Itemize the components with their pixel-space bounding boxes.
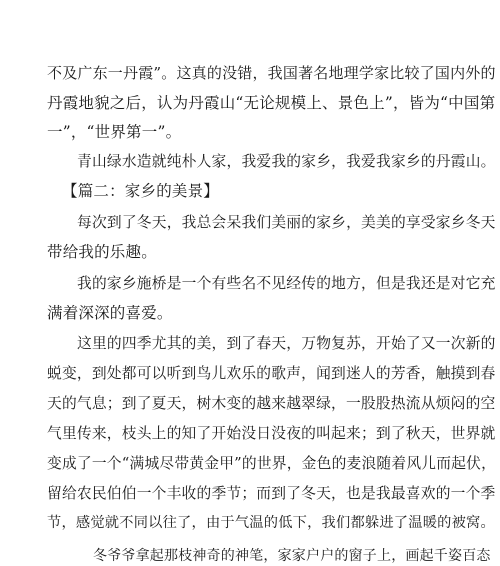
paragraph-line: 满着深深的喜爱。 (47, 304, 173, 322)
paragraph-line: 青山绿水造就纯朴人家，我爱我的家乡，我爱我家乡的丹霞山。 (77, 153, 496, 170)
paragraph-line: 天的气息；到了夏天，树木变的越来越翠绿，一股股热流从烦闷的空 (47, 395, 496, 412)
paragraph-line: 每次到了冬天，我总会呆我们美丽的家乡，美美的享受家乡冬天 (77, 214, 496, 231)
paragraph-line: 我的家乡施桥是一个有些名不见经传的地方，但是我还是对它充 (77, 275, 496, 292)
paragraph-line: 节，感觉就不同以往了，由于气温的低下，我们都躲进了温暖的被窝。 (47, 515, 495, 531)
section-heading: 【篇二：家乡的美景】 (62, 182, 220, 200)
paragraph-line: 冬爷爷拿起那枝神奇的神笔，家家户户的窗子上，画起千姿百态 (93, 548, 491, 564)
paragraph-line: 蜕变，到处都可以听到鸟儿欢乐的歌声，闻到迷人的芳香，触摸到春 (47, 365, 496, 382)
paragraph-line: 带给我的乐趣。 (47, 243, 157, 261)
paragraph-line: 留给农民伯伯一个丰收的季节；而到了冬天，也是我最喜欢的一个季 (47, 485, 496, 502)
paragraph-line: 这里的四季尤其的美，到了春天，万物复苏，开始了又一次新的 (77, 335, 496, 352)
paragraph-line: 气里传来，枝头上的知了开始没日没夜的叫起来；到了秋天，世界就 (47, 425, 496, 442)
paragraph-line: 变成了一个“满城尽带黄金甲”的世界，金色的麦浪随着风儿而起伏， (47, 455, 497, 472)
paragraph-line: 丹霞地貌之后，认为丹霞山“无论规模上、景色上”，皆为“中国第 (47, 94, 496, 112)
paragraph-line: 不及广东一丹霞”。这真的没错，我国著名地理学家比较了国内外的 (47, 64, 496, 82)
paragraph-line: 一”，“世界第一”。 (47, 123, 182, 141)
